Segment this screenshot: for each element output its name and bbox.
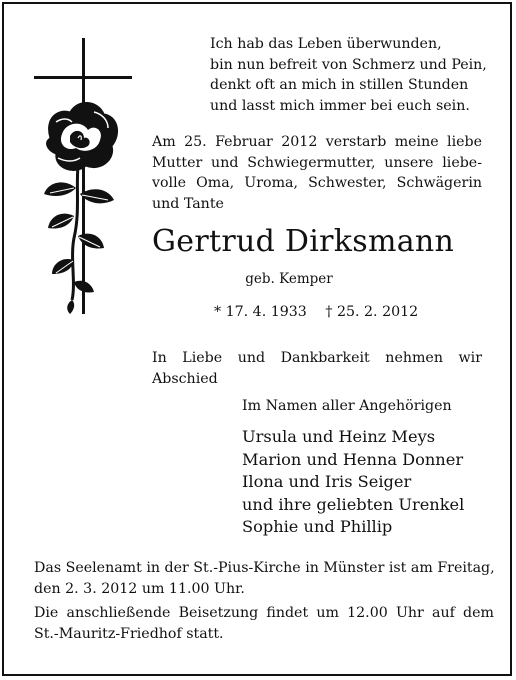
service-details [34, 558, 494, 644]
mourners-list [242, 426, 502, 539]
maiden-name: geb. Kemper [245, 271, 333, 287]
poem [210, 34, 500, 116]
birth-date: * 17. 4. 1933 [214, 304, 307, 320]
on-behalf-line: Im Namen aller Angehörigen [242, 398, 452, 414]
poem-line: denkt oft an mich in stillen Stunden [210, 77, 469, 93]
announcement-line: Am 25. Februar 2012 verstarb meine liebe [152, 134, 482, 150]
mourner-entry: Ilona und Iris Seiger [242, 472, 412, 491]
burial-line: Die anschließende Beisetzung findet um 12.00 Uhr auf dem [34, 605, 494, 622]
requiem-line: den 2. 3. 2012 um 11.00 Uhr. [34, 580, 245, 597]
life-dates [214, 303, 474, 321]
death-date: † 25. 2. 2012 [325, 304, 419, 320]
farewell-text [152, 348, 482, 389]
cross-with-rose-icon [28, 38, 136, 318]
mourner-entry: Ursula und Heinz Meys [242, 427, 436, 446]
mourner-entry: Sophie und Phillip [242, 517, 393, 536]
death-announcement [152, 132, 482, 214]
farewell-line: Abschied [152, 370, 218, 387]
announcement-line: volle Oma, Uroma, Schwester, Schwägerin [152, 175, 482, 192]
requiem-line: Das Seelenamt in der St.-Pius-Kirche in Münster ist am Freitag, [34, 560, 495, 576]
burial-line: St.-Mauritz-Friedhof statt. [34, 625, 224, 642]
farewell-line: In Liebe und Dankbarkeit nehmen wir [152, 350, 482, 366]
poem-line: Ich hab das Leben überwunden, [210, 36, 442, 52]
announcement-line: und Tante [152, 195, 224, 212]
mourner-entry: und ihre geliebten Urenkel [242, 494, 465, 514]
mourner-entry: Marion und Henna Donner [242, 449, 464, 469]
announcement-line: Mutter und Schwiegermutter, unsere liebe- [152, 154, 482, 171]
poem-line: und lasst mich immer bei euch sein. [210, 97, 470, 114]
deceased-name: Gertrud Dirksmann [152, 224, 455, 259]
poem-line: bin nun befreit von Schmerz und Pein, [210, 56, 487, 73]
